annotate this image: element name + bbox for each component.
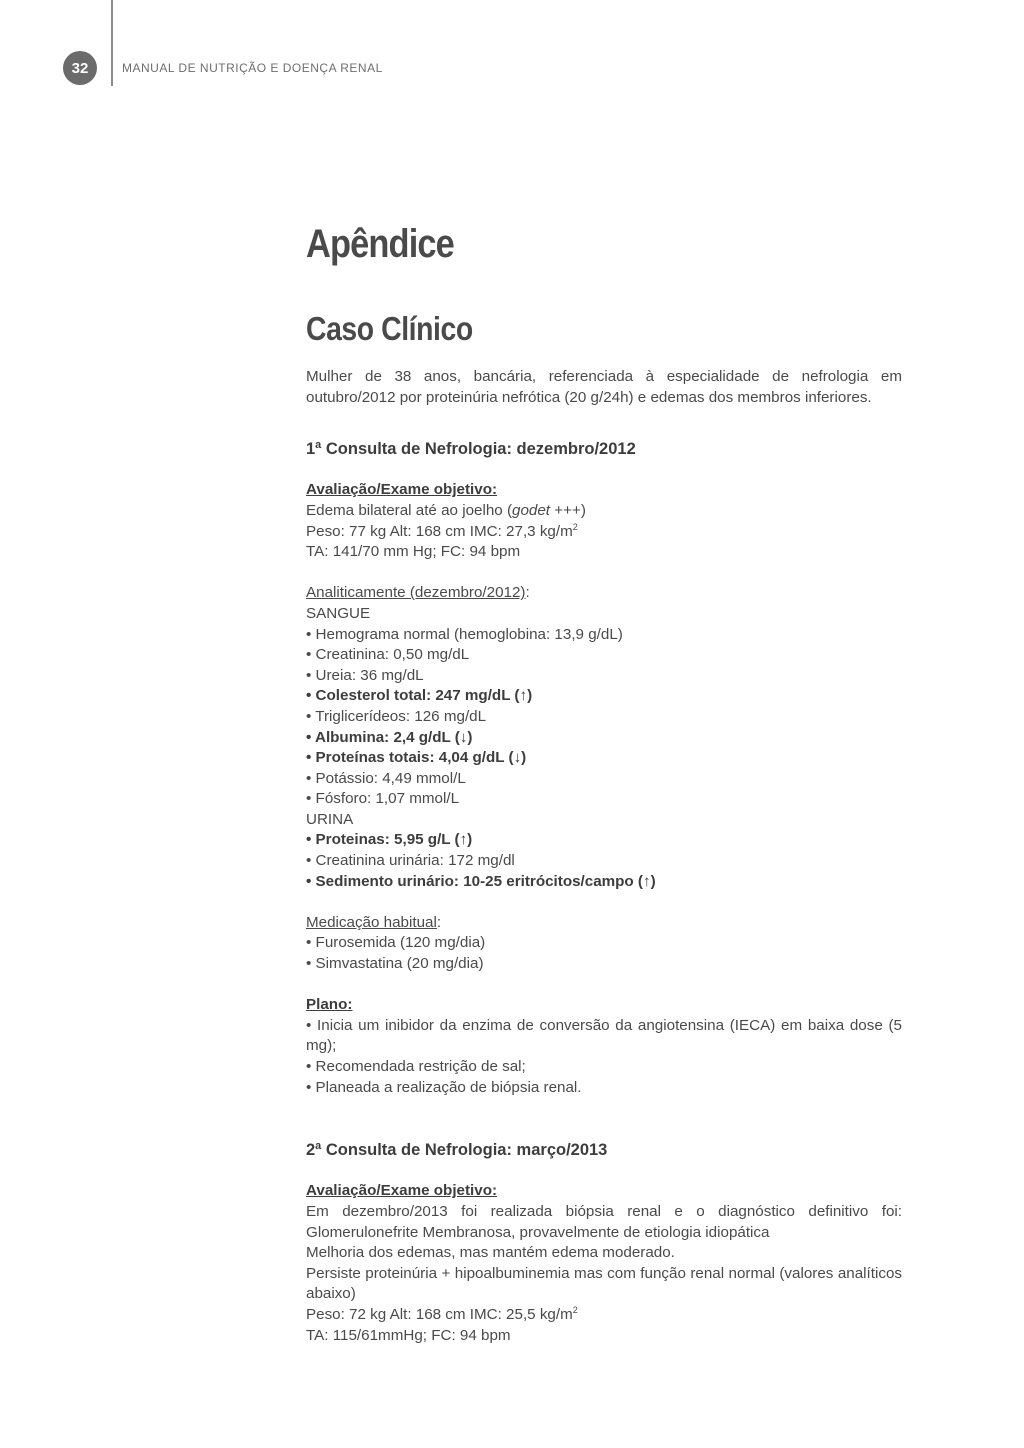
intro-paragraph: Mulher de 38 anos, bancária, referenciada à especialidade de nefrologia em outubro/2012 por proteinúria nefrótica (20 g/24h) e edemas dos membros inferiores. — [306, 368, 902, 406]
appendix-title: Apêndice — [306, 222, 454, 266]
list-item: • Inicia um inibidor da enzima de conversão da angiotensina (IECA) em baixa dose (5 mg); — [306, 1016, 902, 1055]
list-item: • Planeada a realização de biópsia renal. — [306, 1078, 582, 1096]
consult2-title: 2ª Consulta de Nefrologia: março/2013 — [306, 1141, 608, 1160]
blood-label: SANGUE — [306, 604, 371, 622]
list-item: • Simvastatina (20 mg/dia) — [306, 955, 484, 973]
consult1-title: 1ª Consulta de Nefrologia: dezembro/2012 — [306, 440, 636, 459]
analytics-label: Analiticamente (dezembro/2012): — [306, 584, 530, 602]
list-item: • Ureia: 36 mg/dL — [306, 666, 424, 684]
medication-label: Medicação habitual: — [306, 913, 442, 931]
list-item: • Potássio: 4,49 mmol/L — [306, 769, 466, 787]
list-item: • Sedimento urinário: 10-25 eritrócitos/campo (↑) — [306, 872, 656, 890]
consult2-line: Melhoria dos edemas, mas mantém edema moderado. — [306, 1244, 675, 1262]
blood-results-list — [306, 625, 902, 810]
case-title: Caso Clínico — [306, 310, 473, 347]
urine-results-list — [306, 830, 902, 892]
list-item: • Recomendada restrição de sal; — [306, 1058, 526, 1075]
consult2-eval-label: Avaliação/Exame objetivo: — [306, 1182, 498, 1200]
consult1-ta-line: TA: 141/70 mm Hg; FC: 94 bpm — [306, 543, 521, 561]
list-item: • Creatinina urinária: 172 mg/dl — [306, 852, 515, 870]
list-item: • Creatinina: 0,50 mg/dL — [306, 646, 470, 664]
plan-label: Plano: — [306, 996, 353, 1014]
list-item: • Fósforo: 1,07 mmol/L — [306, 790, 460, 808]
consult2-weight-line: Peso: 72 kg Alt: 168 cm IMC: 25,5 $kg/m^2$ — [306, 1304, 578, 1323]
consult2-ta-line: TA: 115/61mmHg; FC: 94 bpm — [306, 1326, 511, 1344]
plan-list — [306, 1016, 902, 1098]
list-item: • Colesterol total: 247 mg/dL (↑) — [306, 687, 533, 705]
consult1-edema-line: Edema bilateral até ao joelho (godet +++) — [306, 501, 586, 519]
consult2-line: Em dezembro/2013 foi realizada biópsia renal e o diagnóstico definitivo foi: Glomerulonefrite Membranosa, provavelmente de etiologia idiopática — [306, 1202, 902, 1241]
header-vertical-rule — [111, 0, 113, 86]
list-item: • Albumina: 2,4 g/dL (↓) — [306, 728, 473, 746]
body-text — [306, 367, 902, 1346]
consult1-eval-label: Avaliação/Exame objetivo: — [306, 481, 498, 499]
list-item: • Proteinas: 5,95 g/L (↑) — [306, 831, 473, 849]
medication-list — [306, 933, 902, 974]
urine-label: URINA — [306, 810, 354, 828]
running-title: MANUAL DE NUTRIÇÃO E DOENÇA RENAL — [122, 61, 383, 75]
list-item: • Triglicerídeos: 126 mg/dL — [306, 707, 487, 725]
list-item: • Proteínas totais: 4,04 g/dL (↓) — [306, 749, 527, 767]
consult1-weight-line: Peso: 77 kg Alt: 168 cm IMC: 27,3 $kg/m^2$ — [306, 521, 578, 540]
consult2-line: Persiste proteinúria + hipoalbuminemia mas com função renal normal (valores analíticos abaixo) — [306, 1264, 902, 1303]
list-item: • Furosemida (120 mg/dia) — [306, 934, 486, 952]
list-item: • Hemograma normal (hemoglobina: 13,9 g/dL) — [306, 625, 623, 643]
page-number-badge: 32 — [63, 51, 97, 85]
